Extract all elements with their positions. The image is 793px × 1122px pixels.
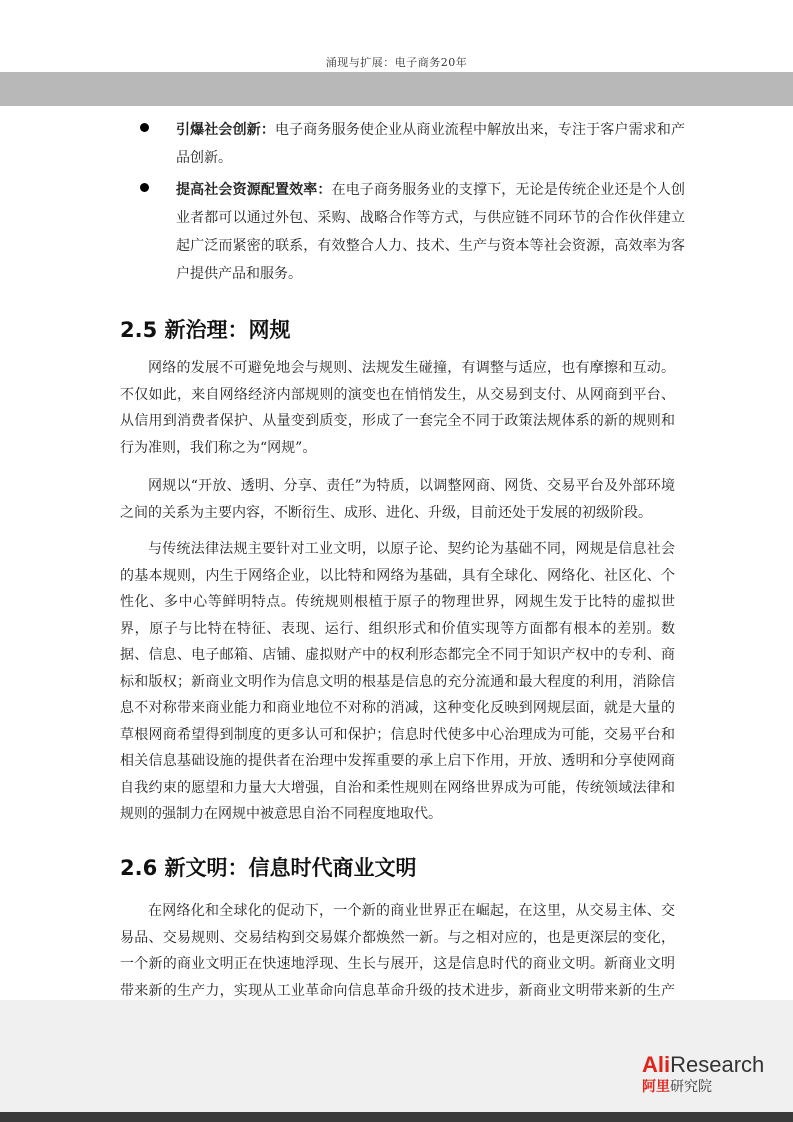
logo-cn-gray-text: 研究院 xyxy=(670,1078,712,1094)
bullet-text xyxy=(150,176,685,288)
bullet-lead: 引爆社会创新： xyxy=(176,122,275,138)
bullet-text xyxy=(150,116,685,172)
bullet-icon xyxy=(140,183,149,192)
paragraph: 网络的发展不可避免地会与规则、法规发生碰撞，有调整与适应，也有摩擦和互动。不仅如此，来自网络经济内部规则的演变也在悄悄发生，从交易到支付、从网商到平台、从信用到消费者保护、从量变到质变，形成了一套完全不同于政策法规体系的新的规则和行为准则，我们称之为“网规”。 xyxy=(120,360,675,456)
logo-research-text: Research xyxy=(670,1052,765,1077)
footer-line xyxy=(0,1112,793,1122)
aliresearch-logo xyxy=(642,1053,764,1095)
section-heading: 2.5 新治理：网规 xyxy=(120,318,291,342)
section-heading: 2.6 新文明：信息时代商业文明 xyxy=(120,856,417,880)
bullet-lead: 提高社会资源配置效率： xyxy=(176,182,332,198)
bullet-body: 电子商务服务使企业从商业流程中解放出来，专注于客户需求和产品创新。 xyxy=(176,122,685,166)
bullet-icon xyxy=(140,123,149,132)
bullet-body: 在电子商务服务业的支撑下，无论是传统企业还是个人创业者都可以通过外包、采购、战略合作等方式，与供应链不同环节的合作伙伴建立起广泛而紧密的联系，有效整合人力、技术、生产与资本等社会资源，高效率为客户提供产品和服务。 xyxy=(176,182,686,282)
logo-cn-red-text: 阿里 xyxy=(642,1078,670,1094)
paragraph: 与传统法律法规主要针对工业文明，以原子论、契约论为基础不同，网规是信息社会的基本规则，内生于网络企业，以比特和网络为基础，具有全球化、网络化、社区化、个性化、多中心等鲜明特点。传统规则根植于原子的物理世界，网规生发于比特的虚拟世界，原子与比特在特征、表现、运行、组织形式和价值实现等方面都有根本的差别。数据、信息、电子邮箱、店铺、虚拟财产中的权利形态都完全不同于知识产权中的专利、商标和版权；新商业文明作为信息文明的根基是信息的充分流通和最大程度的利用，消除信息不对称带来商业能力和商业地位不对称的消减，这种变化反映到网规层面，就是大量的草根网商希望得到制度的更多认可和保护；信息时代使多中心治理成为可能，交易平台和相关信息基础设施的提供者在治理中发挥重要的承上启下作用，开放、透明和分享使网商自我约束的愿望和力量大大增强，自治和柔性规则在网络世界成为可能，传统领域法律和规则的强制力在网规中被意思自治不同程度地取代。 xyxy=(120,541,675,822)
logo-ali-text: Ali xyxy=(642,1052,671,1077)
paragraph: 在网络化和全球化的促动下，一个新的商业世界正在崛起，在这里，从交易主体、交易品、交易规则、交易结构到交易媒介都焕然一新。与之相对应的，也是更深层的变化，一个新的商业文明正在快速地浮现、生长与展开，这是信息时代的商业文明。新商业文明带来新的生产力，实现从工业革命向信息革命升级的技术进步，新商业文明带来新的生产 xyxy=(120,903,675,999)
header-bar xyxy=(0,72,793,106)
page-header-title: 涌现与扩展：电子商务20年 xyxy=(325,56,468,69)
bullet-item xyxy=(150,176,685,288)
bullet-item xyxy=(150,116,685,172)
paragraph: 网规以“开放、透明、分享、责任”为特质，以调整网商、网货、交易平台及外部环境之间的关系为主要内容，不断衍生、成形、进化、升级，目前还处于发展的初级阶段。 xyxy=(120,478,675,521)
